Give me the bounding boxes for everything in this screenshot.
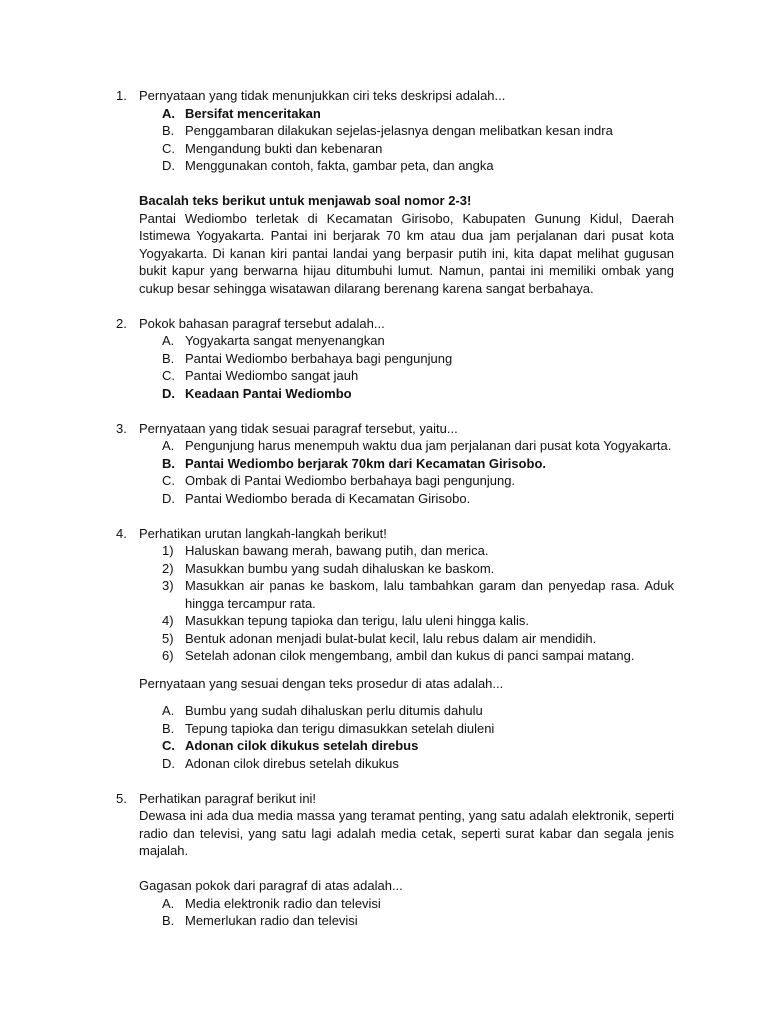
question-text: Pokok bahasan paragraf tersebut adalah...: [139, 315, 385, 331]
step-number: 3): [162, 578, 174, 593]
procedure-step: [116, 560, 674, 578]
question-5: [116, 790, 674, 808]
option-a: [116, 437, 674, 455]
option-d: [116, 385, 674, 403]
option-letter: A.: [162, 438, 175, 453]
question-prompt: Gagasan pokok dari paragraf di atas adalah...: [139, 878, 403, 893]
option-letter: B.: [162, 123, 175, 138]
procedure-step: [116, 612, 674, 630]
spacer: [116, 175, 674, 193]
step-number: 4): [162, 613, 174, 628]
question-text: Perhatikan urutan langkah-langkah berikut!: [139, 525, 387, 541]
procedure-step: [116, 647, 674, 665]
option-text: Memerlukan radio dan televisi: [185, 913, 358, 928]
option-text: Yogyakarta sangat menyenangkan: [185, 333, 385, 348]
question-number: 4.: [116, 525, 127, 541]
option-text: Pantai Wediombo berjarak 70km dari Kecamatan Girisobo.: [185, 455, 546, 471]
option-letter: D.: [162, 385, 175, 401]
option-text: Adonan cilok dikukus setelah direbus: [185, 738, 419, 753]
step-number: 1): [162, 543, 174, 558]
option-text: Pengunjung harus menempuh waktu dua jam perjalanan dari pusat kota Yogyakarta.: [185, 438, 672, 453]
step-number: 2): [162, 560, 174, 576]
option-text: Mengandung bukti dan kebenaran: [185, 140, 383, 156]
option-letter: A.: [162, 703, 175, 718]
option-b: [116, 720, 674, 738]
option-text: Pantai Wediombo berada di Kecamatan Girisobo.: [185, 490, 471, 506]
question-2: [116, 315, 674, 333]
option-letter: D.: [162, 490, 175, 506]
step-text: Masukkan air panas ke baskom, lalu tambahkan garam dan penyedap rasa. Aduk hingga tercampur rata.: [185, 578, 674, 611]
option-letter: A.: [162, 105, 175, 121]
option-d: [116, 755, 674, 773]
step-text: Masukkan bumbu yang sudah dihaluskan ke baskom.: [185, 560, 495, 576]
question-number: 5.: [116, 790, 127, 806]
option-d: [116, 490, 674, 508]
option-c: [116, 367, 674, 385]
question-number: 2.: [116, 315, 127, 331]
question-1: [116, 87, 674, 105]
option-letter: D.: [162, 158, 175, 173]
question-3: [116, 420, 674, 438]
spacer: [116, 297, 674, 315]
question-text: Perhatikan paragraf berikut ini!: [139, 790, 317, 806]
option-b: [116, 350, 674, 368]
option-text: Adonan cilok direbus setelah dikukus: [185, 755, 399, 771]
option-d: [116, 157, 674, 175]
option-text: Ombak di Pantai Wediombo berbahaya bagi pengunjung.: [185, 473, 516, 488]
option-letter: B.: [162, 720, 175, 736]
passage-heading: Bacalah teks berikut untuk menjawab soal nomor 2-3!: [139, 193, 472, 208]
option-text: Media elektronik radio dan televisi: [185, 895, 381, 911]
option-letter: A.: [162, 333, 175, 348]
option-a: [116, 702, 674, 720]
option-b: [116, 912, 674, 930]
passage-text: Pantai Wediombo terletak di Kecamatan Girisobo, Kabupaten Gunung Kidul, Daerah Istimewa Yogyakarta. Pantai ini berjarak 70 km atau dua jam perjalanan dari pusat kota Yogyakarta. Di kanan kiri pantai landai yang berpasir putih ini, kita dapat melihat gugusan bukit kapur yang berwarna hijau ditumbuhi lumut. Namun, pantai ini memiliki ombak yang cukup besar sehingga wisatawan dilarang berenang karena sangat berbahaya.: [139, 210, 674, 296]
option-text: Bersifat menceritakan: [185, 105, 321, 121]
option-letter: C.: [162, 738, 175, 753]
option-letter: D.: [162, 755, 175, 771]
option-text: Menggunakan contoh, fakta, gambar peta, dan angka: [185, 158, 494, 173]
step-text: Masukkan tepung tapioka dan terigu, lalu uleni hingga kalis.: [185, 613, 530, 628]
option-letter: C.: [162, 473, 175, 488]
spacer: [116, 860, 674, 878]
spacer: [116, 692, 674, 702]
step-text: Haluskan bawang merah, bawang putih, dan merica.: [185, 543, 489, 558]
option-letter: C.: [162, 368, 175, 383]
procedure-step: [116, 630, 674, 648]
question-4: [116, 525, 674, 543]
step-number: 6): [162, 648, 174, 663]
option-c: [116, 140, 674, 158]
option-text: Pantai Wediombo berbahaya bagi pengunjung: [185, 350, 453, 366]
option-letter: C.: [162, 140, 175, 156]
question-number: 3.: [116, 420, 127, 436]
spacer: [116, 402, 674, 420]
question-number: 1.: [116, 88, 127, 103]
procedure-step: [116, 542, 674, 560]
option-text: Keadaan Pantai Wediombo: [185, 385, 352, 401]
question-prompt: Pernyataan yang sesuai dengan teks prosedur di atas adalah...: [139, 675, 504, 691]
spacer: [116, 507, 674, 525]
option-text: Tepung tapioka dan terigu dimasukkan setelah diuleni: [185, 720, 495, 736]
option-letter: B.: [162, 913, 175, 928]
question-paragraph: Dewasa ini ada dua media massa yang teramat penting, yang satu adalah elektronik, seperti radio dan televisi, yang satu lagi adalah media cetak, seperti surat kabar dan segala jenis majalah.: [139, 808, 674, 858]
option-c: [116, 472, 674, 490]
step-number: 5): [162, 630, 174, 646]
procedure-step: [116, 577, 674, 612]
option-b: [116, 455, 674, 473]
option-a: [116, 895, 674, 913]
option-b: [116, 122, 674, 140]
option-letter: A.: [162, 895, 175, 911]
step-text: Bentuk adonan menjadi bulat-bulat kecil, lalu rebus dalam air mendidih.: [185, 630, 597, 646]
spacer: [116, 772, 674, 790]
option-text: Pantai Wediombo sangat jauh: [185, 368, 359, 383]
option-c: [116, 737, 674, 755]
option-text: Bumbu yang sudah dihaluskan perlu ditumis dahulu: [185, 703, 483, 718]
question-text: Pernyataan yang tidak sesuai paragraf tersebut, yaitu...: [139, 420, 458, 436]
question-text: Pernyataan yang tidak menunjukkan ciri teks deskripsi adalah...: [139, 88, 506, 103]
option-a: [116, 105, 674, 123]
document-content: [116, 87, 674, 930]
option-text: Penggambaran dilakukan sejelas-jelasnya dengan melibatkan kesan indra: [185, 123, 613, 138]
spacer: [116, 665, 674, 675]
step-text: Setelah adonan cilok mengembang, ambil dan kukus di panci sampai matang.: [185, 648, 635, 663]
option-a: [116, 332, 674, 350]
option-letter: B.: [162, 455, 175, 471]
option-letter: B.: [162, 350, 175, 366]
